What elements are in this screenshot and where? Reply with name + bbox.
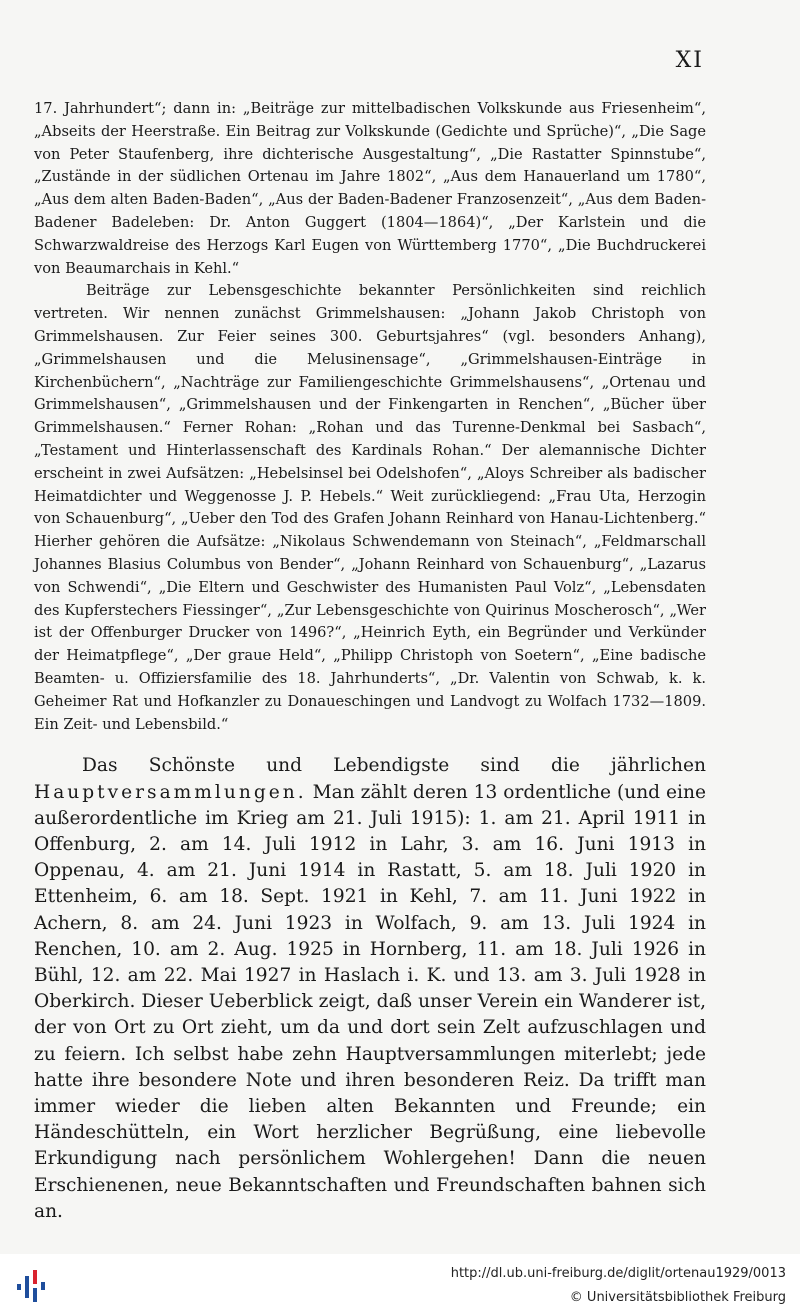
copyright-text: © Universitätsbibliothek Freiburg xyxy=(569,1290,786,1305)
page-body xyxy=(34,98,706,1225)
paragraph-biographies: Beiträge zur Lebensgeschichte bekannter Persönlichkeiten sind reichlich vertreten. Wir nennen zunächst Grimmelshausen: „Johann Jakob Christoph von Grimmelshausen. Zur Feier seines 300. Geburtsjahres“ (vgl. besonders Anhang), „Grimmelshausen und die Melusinensage“, „Grimmelshausen-Einträge in Kirchenbüchern“, „Nachträge zur Familiengeschichte Grimmelshausens“, „Ortenau und Grimmelshausen“, „Grimmelshausen und der Finkengarten in Renchen“, „Bücher über Grimmelshausen.“ Ferner Rohan: „Rohan und das Turenne-Denkmal bei Sasbach“, „Testament und Hinterlassenschaft des Kardinals Rohan.“ Der alemannische Dichter erscheint in zwei Aufsätzen: „Hebelsinsel bei Odelshofen“, „Aloys Schreiber als badischer Heimatdichter und Weggenosse J. P. Hebels.“ Weit zurückliegend: „Frau Uta, Herzogin von Schauenburg“, „Ueber den Tod des Grafen Johann Reinhard von Hanau-Lichtenberg.“ Hierher gehören die Aufsätze: „Nikolaus Schwendemann von Steinach“, „Feldmarschall Johannes Blasius Columbus von Bender“, „Johann Reinhard von Schauenburg“, „Lazarus von Schwendi“, „Die Eltern und Geschwister des Humanisten Paul Volz“, „Lebensdaten des Kupferstechers Fiessinger“, „Zur Lebensgeschichte von Quirinus Moscherosch“, „Wer ist der Offenburger Drucker von 1496?“, „Heinrich Eyth, ein Begründer und Verkünder der Heimatpflege“, „Der graue Held“, „Philipp Christoph von Soetern“, „Eine badische Beamten- u. Offiziersfamilie des 18. Jahrhunderts“, „Dr. Valentin von Schwab, k. k. Geheimer Rat und Hofkanzler zu Donaueschingen und Landvogt zu Wolfach 1732—1809. Ein Zeit- und Lebensbild.“ xyxy=(34,282,706,733)
paragraph-meetings xyxy=(34,753,706,1225)
paragraph-meetings-rest: Man zählt deren 13 ordentliche (und eine außerordentliche im Krieg am 21. Juli 1915): 1. am 21. April 1911 in Offenburg, 2. am 14. Juli 1912 in Lahr, 3. am 16. Juni 1913 in Oppenau, 4. am 21. Juni 1914 in Rastatt, 5. am 18. Juli 1920 in Ettenheim, 6. am 18. Sept. 1921 in Kehl, 7. am 11. Juni 1922 in Achern, 8. am 24. Juni 1923 in Wolfach, 9. am 13. Juli 1924 in Renchen, 10. am 2. Aug. 1925 in Hornberg, 11. am 18. Juli 1926 in Bühl, 12. am 22. Mai 1927 in Haslach i. K. und 13. am 3. Juli 1928 in Oberkirch. Dieser Ueberblick zeigt, daß unser Verein ein Wanderer ist, der von Ort zu Ort zieht, um da und dort sein Zelt aufzuschlagen und zu feiern. Ich selbst habe zehn Hauptversammlungen miterlebt; jede hatte ihre besondere Note und ihren besonderen Reiz. Da trifft man immer wieder die lieben alten Bekannten und Freunde; ein Händeschütteln, ein Wort herzlicher Begrüßung, eine liebevolle Erkundigung nach persönlichem Wohlergehen! Dann die neuen Erschienenen, neue Bekanntschaften und Freundschaften bahnen sich an. xyxy=(34,781,706,1222)
source-url-link[interactable]: http://dl.ub.uni-freiburg.de/diglit/ortenau1929/0013 xyxy=(450,1266,786,1281)
page-number: XI xyxy=(675,48,704,73)
paragraph-meetings-intro: Das Schönste und Lebendigste sind die jährlichen xyxy=(82,755,706,777)
ub-freiburg-logo-icon xyxy=(14,1268,50,1304)
spaced-term: Hauptversammlungen. xyxy=(34,781,307,803)
paragraph-publications: 17. Jahrhundert“; dann in: „Beiträge zur mittelbadischen Volkskunde aus Friesenheim“, „Abseits der Heerstraße. Ein Beitrag zur Volkskunde (Gedichte und Sprüche)“, „Die Sage von Peter Staufenberg, ihre dichterische Ausgestaltung“, „Die Rastatter Spinnstube“, „Zustände in der südlichen Ortenau im Jahre 1802“, „Aus dem Hanauerland um 1780“, „Aus dem alten Baden-Baden“, „Aus der Baden-Badener Franzosenzeit“, „Aus dem Baden-Badener Badeleben: Dr. Anton Guggert (1804—1864)“, „Der Karlstein und die Schwarzwaldreise des Herzogs Karl Eugen von Württemberg 1770“, „Die Buchdruckerei von Beaumarchais in Kehl.“ xyxy=(34,100,706,277)
main-section xyxy=(34,753,706,1225)
footer-bar xyxy=(0,1254,800,1316)
footnote-section xyxy=(34,98,706,736)
